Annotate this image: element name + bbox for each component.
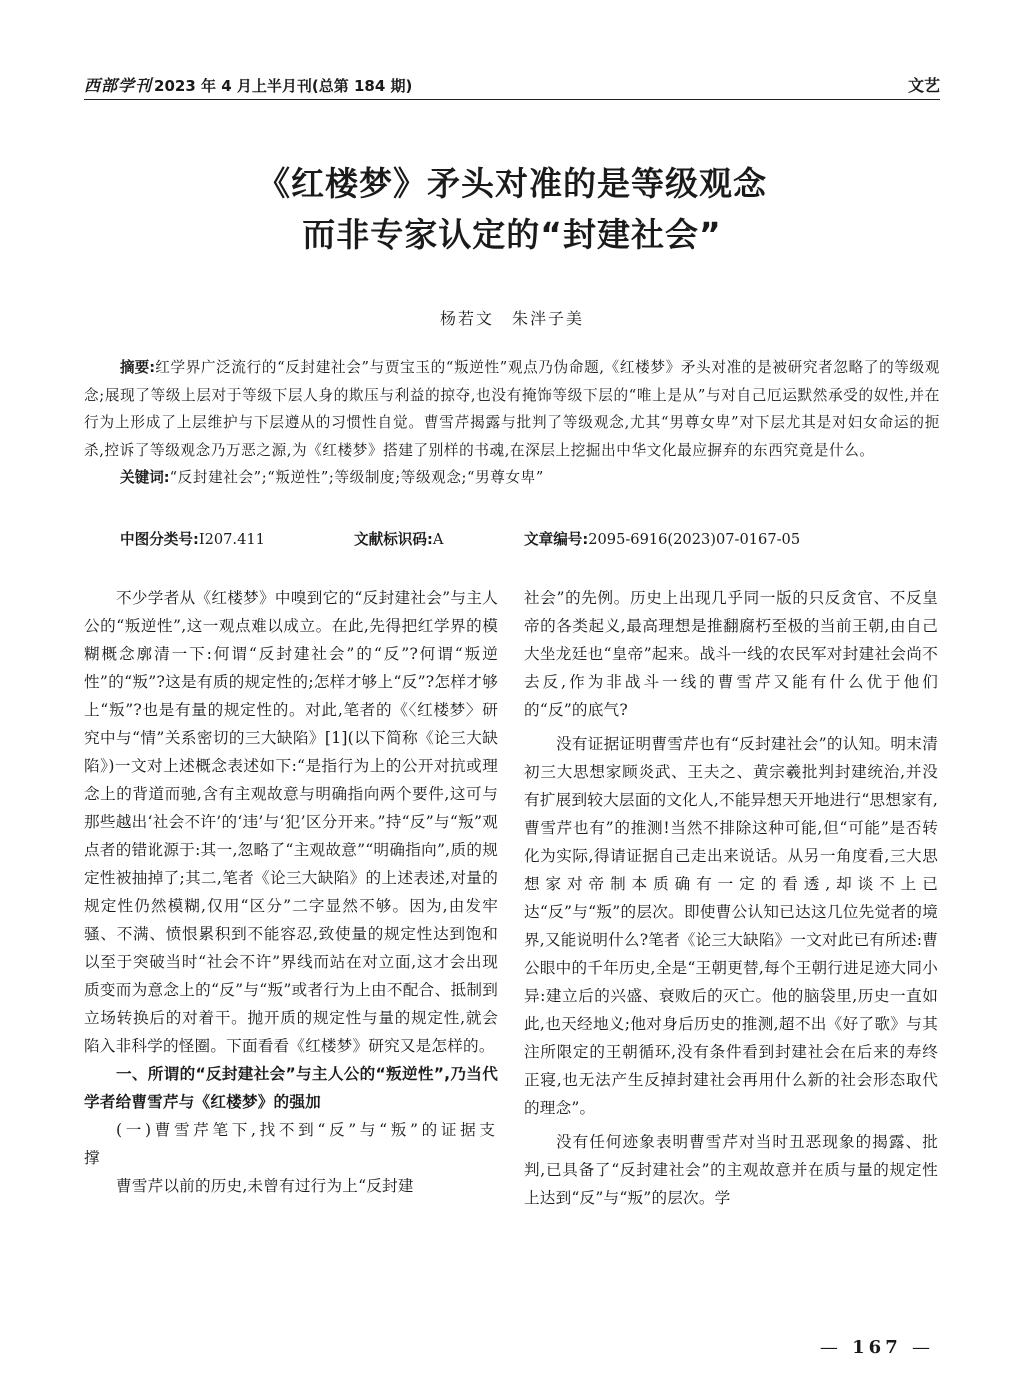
page-number: — 167 —: [819, 1337, 934, 1358]
header-rule: [84, 99, 940, 100]
doc-label: 文献标识码:: [354, 531, 433, 548]
keywords: [84, 464, 940, 492]
body-column-left: [84, 584, 498, 1200]
title-line-1: 《红楼梦》矛头对准的是等级观念: [257, 164, 767, 203]
page-number-value: 167: [852, 1337, 902, 1358]
journal-logo: 西部学刊: [84, 76, 153, 95]
authors: 杨若文 朱泮子美: [439, 309, 584, 328]
subsection-heading-1: (一)曹雪芹笔下,找不到“反”与“叛”的证据支撑: [84, 1121, 498, 1167]
article-value: 2095-6916(2023)07-0167-05: [588, 531, 801, 548]
doc-value: A: [432, 531, 444, 548]
body-paragraph: 没有任何迹象表明曹雪芹对当时丑恶现象的揭露、批判,已具备了“反封建社会”的主观故意并在质与量的规定性上达到“反”与“叛”的层次。学: [524, 1133, 938, 1207]
body-paragraph: 曹雪芹以前的历史,未曾有过行为上“反封建: [116, 1177, 414, 1195]
clc-value: I207.411: [198, 531, 265, 548]
title-line-2: 而非专家认定的“封建社会”: [302, 215, 722, 254]
article-label: 文章编号:: [524, 531, 589, 548]
body-paragraph: 社会”的先例。历史上出现几乎同一版的只反贪官、不反皇帝的各类起义,最高理想是推翻腐朽至极的当前王朝,由自己大坐龙廷也“皇帝”起来。战斗一线的农民军对封建社会尚不去反,作为非战斗一线的曹雪芹又能有什么优于他们的“反”的底气?: [524, 589, 938, 719]
abstract: [84, 354, 940, 464]
article-title: [0, 158, 1024, 260]
keywords-text: “反封建社会”;“叛逆性”;等级制度;等级观念;“男尊女卑”: [169, 469, 544, 486]
abstract-label: 摘要:: [120, 359, 156, 376]
section-heading-1: 一、所谓的“反封建社会”与主人公的“叛逆性”,乃当代学者给曹雪芹与《红楼梦》的强加: [84, 1065, 498, 1111]
body-paragraph: 不少学者从《红楼梦》中嗅到它的“反封建社会”与主人公的“叛逆性”,这一观点难以成立。在此,先得把红学界的模糊概念廓清一下:何谓“反封建社会”的“反”?何谓“叛逆性”的“叛”?这是有质的规定性的;怎样才够上“反”?怎样才够上“叛”?也是有量的规定性的。对此,笔者的《〈红楼梦〉研究中与“情”关系密切的三大缺陷》[1](以下简称《论三大缺陷》)一文对上述概念表述如下:“是指行为上的公开对抗或理念上的背道而驰,含有主观故意与明确指向两个要件,这可与那些越出‘社会不许’的‘违’与‘犯’区分开来。”持“反”与“叛”观点者的错讹源于:其一,忽略了“主观故意”“明确指向”,质的规定性被抽掉了;其二,笔者《论三大缺陷》的上述表述,对量的规定性仍然模糊,仅用“区分”二字显然不够。因为,由发牢骚、不满、愤恨累积到不能容忍,致使量的规定性达到饱和以至于突破当时“社会不许”界线而站在对立面,这才会出现质变而为意念上的“反”与“叛”或者行为上由不配合、抵制到立场转换后的对着干。抛开质的规定性与量的规定性,就会陷入非科学的怪圈。下面看看《红楼梦》研究又是怎样的。: [84, 589, 498, 1055]
article-number: [524, 528, 800, 549]
abstract-text: 红学界广泛流行的“反封建社会”与贾宝玉的“叛逆性”观点乃伪命题,《红楼梦》矛头对准的是被研究者忽略了的等级观念;展现了等级上层对于等级下层人身的欺压与利益的掠夺,也没有掩饰等级下层的“唯上是从”与对自己厄运默然承受的奴性,并在行为上形成了上层维护与下层遵从的习惯性自觉。曹雪芹揭露与批判了等级观念,尤其“男尊女卑”对下层尤其是对妇女命运的扼杀,控诉了等级观念乃万恶之源,为《红楼梦》搭建了别样的书魂,在深层上挖掘出中华文化最应摒弃的东西究竟是什么。: [84, 359, 940, 459]
classification-line: [120, 528, 800, 549]
document-code: [354, 528, 524, 549]
journal-issue-line: [84, 73, 412, 96]
clc-label: 中图分类号:: [120, 531, 199, 548]
issue-info: 2023 年 4 月上半月刊(总第 184 期): [154, 77, 413, 95]
body-paragraph: 没有证据证明曹雪芹也有“反封建社会”的认知。明末清初三大思想家顾炎武、王夫之、黄宗羲批判封建统治,并没有扩展到较大层面的文化人,不能异想天开地进行“思想家有,曹雪芹也有”的推测!当然不排除这种可能,但“可能”是否转化为实际,得请证据自己走出来说话。从另一角度看,三大思想家对帝制本质确有一定的看透,却谈不上已达“反”与“叛”的层次。即使曹公认知已达这几位先觉者的境界,又能说明什么?笔者《论三大缺陷》一文对此已有所述:曹公眼中的千年历史,全是“王朝更替,每个王朝行进足迹大同小异:建立后的兴盛、衰败后的灭亡。他的脑袋里,历史一直如此,也天经地义;他对身后历史的推测,超不出《好了歌》与其注所限定的王朝循环,没有条件看到封建社会在后来的寿终正寝,也无法产生反掉封建社会再用什么新的社会形态取代的理念”。: [524, 735, 939, 1117]
section-label: 文艺: [907, 76, 940, 95]
running-header: [84, 68, 940, 96]
abstract-block: [84, 354, 940, 492]
body-column-right: [524, 584, 938, 1212]
keywords-label: 关键词:: [120, 469, 170, 486]
clc-number: [120, 528, 354, 549]
